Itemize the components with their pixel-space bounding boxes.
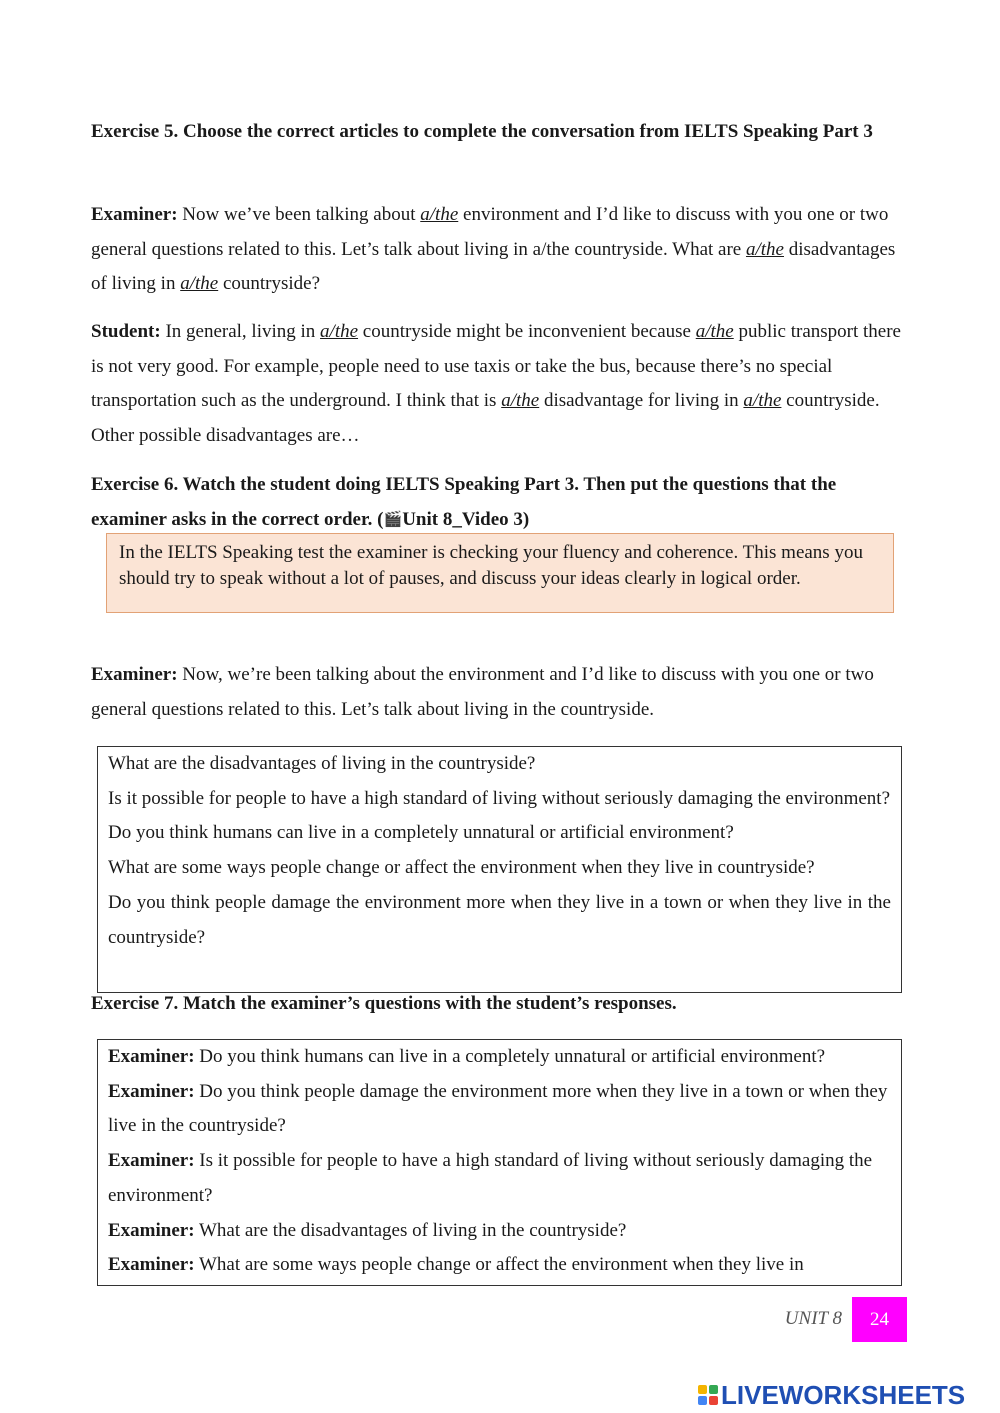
match-question: Do you think people damage the environment more when they live in a town or when they live in the countryside? (108, 1080, 888, 1137)
exercise-5-examiner-paragraph (91, 198, 906, 302)
match-item[interactable] (108, 1040, 891, 1075)
match-list-box (97, 1039, 902, 1286)
exercise-5-student-paragraph (91, 315, 906, 453)
video-reference: Unit 8_Video 3) (402, 508, 530, 530)
examiner-label: Examiner: (108, 1046, 195, 1067)
examiner-label: Examiner: (91, 204, 178, 225)
clapperboard-icon: 🎬 (383, 511, 403, 528)
text: Now we’ve been talking about (177, 204, 421, 225)
text: disadvantage for living in (539, 390, 744, 411)
exercise-7-heading: Exercise 7. Match the examiner’s questions with the student’s responses. (91, 993, 677, 1014)
brand-name: LIVEWORKSHEETS (721, 1379, 966, 1410)
page-number-badge: 24 (852, 1297, 907, 1342)
match-item[interactable] (108, 1144, 891, 1213)
question-item[interactable]: Is it possible for people to have a high standard of living without seriously damaging the environment? (108, 787, 891, 809)
article-choice[interactable]: a/the (180, 273, 219, 294)
match-item[interactable] (108, 1214, 891, 1249)
match-question: Do you think humans can live in a completely unnatural or artificial environment? (194, 1046, 826, 1067)
text: public transport there is not very good. For example, people need to use taxis or take the bus, because there’s no special transportation such as the underground. I think that is (91, 321, 901, 411)
student-label: Student: (91, 321, 161, 342)
text: Now, we’re been talking about the environment and I’d like to discuss with you one or two general questions related to this. Let’s talk about living in the countryside. (91, 664, 874, 720)
examiner-label: Examiner: (91, 664, 178, 685)
article-choice[interactable]: a/the (743, 390, 782, 411)
tip-text: In the IELTS Speaking test the examiner is checking your fluency and coherence. This means you should try to speak without a lot of pauses, and discuss your ideas clearly in logical order. (119, 542, 863, 589)
text: countryside. Other possible disadvantages are… (91, 390, 880, 446)
article-choice[interactable]: a/the (320, 321, 359, 342)
examiner-label: Examiner: (108, 1080, 195, 1102)
match-question: Is it possible for people to have a high standard of living without seriously damaging the environment? (108, 1150, 873, 1206)
text: countryside might be inconvenient because (358, 321, 696, 342)
text: countryside? (218, 273, 321, 294)
tip-box (106, 533, 894, 613)
text: In general, living in (160, 321, 321, 342)
examiner-label: Examiner: (108, 1254, 195, 1276)
text: environment and I’d like to discuss with you one or two general questions related to this. Let’s talk about living in a/the countryside. What are (91, 204, 889, 260)
match-question: What are the disadvantages of living in the countryside? (194, 1219, 627, 1241)
exercise-6-heading (91, 468, 906, 537)
question-list-box (97, 746, 902, 993)
text: disadvantages of living in (91, 238, 896, 294)
question-item[interactable]: What are the disadvantages of living in the countryside? (108, 753, 536, 774)
examiner-label: Examiner: (108, 1150, 195, 1172)
article-choice[interactable]: a/the (501, 390, 540, 411)
match-item[interactable] (108, 1075, 891, 1144)
question-item[interactable]: Do you think humans can live in a completely unnatural or artificial environment? (108, 822, 734, 844)
match-item[interactable] (108, 1248, 891, 1283)
unit-label: UNIT 8 (784, 1308, 842, 1329)
examiner-label: Examiner: (108, 1219, 195, 1241)
exercise-5-heading: Exercise 5. Choose the correct articles to complete the conversation from IELTS Speaking Part 3 (91, 121, 873, 142)
match-question: What are some ways people change or affect the environment when they live in (194, 1254, 804, 1276)
exercise-6-label: Exercise 6 (91, 474, 174, 495)
article-choice[interactable]: a/the (420, 204, 459, 225)
exercise-6-instruction: . Watch the student doing IELTS Speaking Part 3. Then put the questions that the examiner asks in the correct order. ( (91, 474, 837, 530)
question-item[interactable]: Do you think people damage the environment more when they live in a town or when they live in the countryside? (108, 891, 891, 948)
article-choice[interactable]: a/the (695, 321, 734, 342)
exercise-6-examiner-paragraph (91, 658, 906, 727)
liveworksheets-logo (698, 1378, 965, 1412)
question-item[interactable]: What are some ways people change or affect the environment when they live in countryside? (108, 857, 815, 879)
liveworksheets-mark-icon (698, 1385, 718, 1405)
article-choice[interactable]: a/the (745, 238, 784, 260)
